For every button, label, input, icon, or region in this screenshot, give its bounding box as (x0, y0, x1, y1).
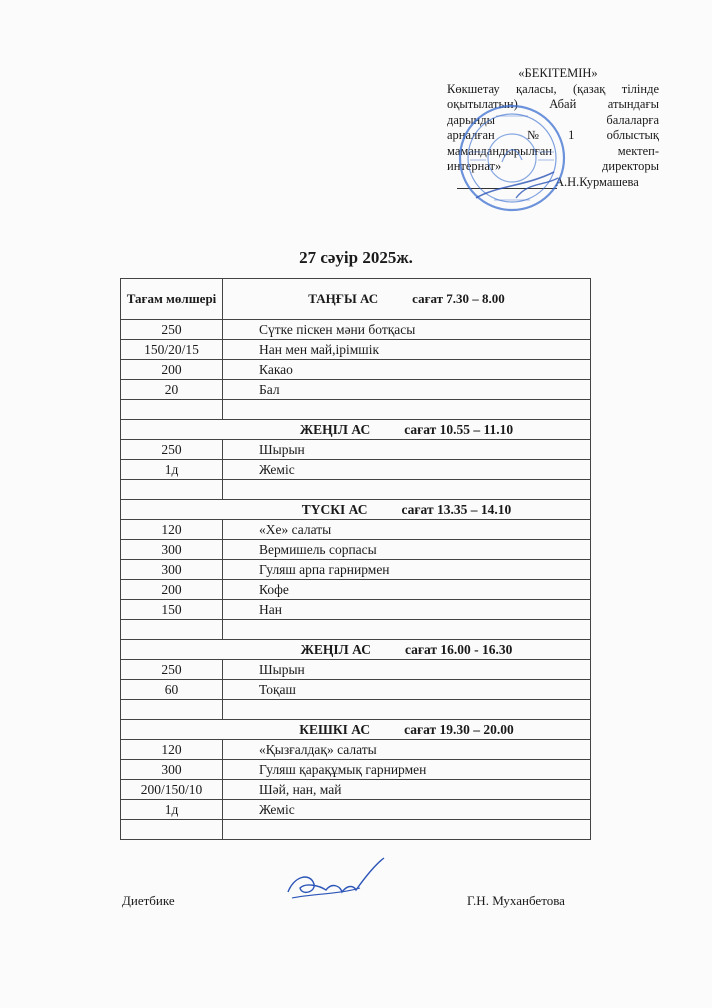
empty-cell (223, 820, 591, 840)
section-header-snack-2: ЖЕҢІЛ АС сағат 16.00 - 16.30 (223, 640, 591, 660)
qty-cell: 150/20/15 (121, 340, 223, 360)
dish-cell: Какао (223, 360, 591, 380)
section-header-row (121, 720, 591, 740)
table-row (121, 560, 591, 580)
empty-cell (121, 700, 223, 720)
section-header-row (121, 640, 591, 660)
qty-cell: 250 (121, 320, 223, 340)
qty-cell: 20 (121, 380, 223, 400)
qty-cell: 120 (121, 740, 223, 760)
handwritten-signature-icon (280, 852, 390, 912)
dish-cell: Кофе (223, 580, 591, 600)
dish-cell: Сүтке піскен мәни ботқасы (223, 320, 591, 340)
qty-cell: 300 (121, 560, 223, 580)
empty-row (121, 820, 591, 840)
section-header-breakfast: ТАҢҒЫ АС сағат 7.30 – 8.00 (223, 279, 591, 320)
table-row (121, 760, 591, 780)
qty-cell: 200/150/10 (121, 780, 223, 800)
dish-cell: Гуляш қарақұмық гарнирмен (223, 760, 591, 780)
qty-cell: 150 (121, 600, 223, 620)
empty-cell (121, 620, 223, 640)
empty-row (121, 620, 591, 640)
menu-date: 27 сәуір 2025ж. (299, 248, 413, 267)
table-row (121, 580, 591, 600)
table-row (121, 460, 591, 480)
section-header-snack-1: ЖЕҢІЛ АС сағат 10.55 – 11.10 (223, 420, 591, 440)
dish-cell: Шырын (223, 440, 591, 460)
qty-cell: 1д (121, 800, 223, 820)
qty-cell: 300 (121, 540, 223, 560)
approval-line: Көкшетау қаласы, (қазақ тілінде (447, 81, 659, 96)
dish-cell: Гуляш арпа гарнирмен (223, 560, 591, 580)
qty-cell: 250 (121, 660, 223, 680)
approval-heading: «БЕКІТЕМІН» (518, 66, 598, 80)
table-row (121, 320, 591, 340)
table-row (121, 600, 591, 620)
section-qty-cell (121, 720, 223, 740)
director-name: А.Н.Курмашева (555, 174, 639, 189)
table-row (121, 540, 591, 560)
dish-cell: «Хе» салаты (223, 520, 591, 540)
section-header-row (121, 420, 591, 440)
menu-table (120, 278, 591, 840)
table-header-row (121, 279, 591, 320)
table-row (121, 660, 591, 680)
dish-cell: «Қызғалдақ» салаты (223, 740, 591, 760)
empty-cell (223, 480, 591, 500)
section-header-lunch: ТҮСКІ АС сағат 13.35 – 14.10 (223, 500, 591, 520)
qty-cell: 200 (121, 360, 223, 380)
empty-cell (223, 620, 591, 640)
empty-cell (121, 400, 223, 420)
section-qty-cell (121, 420, 223, 440)
qty-cell: 120 (121, 520, 223, 540)
dish-cell: Тоқаш (223, 680, 591, 700)
table-row (121, 440, 591, 460)
empty-cell (121, 480, 223, 500)
table-row (121, 360, 591, 380)
dish-cell: Нан мен май,ірімшік (223, 340, 591, 360)
dish-cell: Жеміс (223, 460, 591, 480)
section-qty-cell (121, 500, 223, 520)
round-seal-stamp-icon (456, 102, 568, 214)
table-row (121, 740, 591, 760)
empty-row (121, 700, 591, 720)
qty-cell: 300 (121, 760, 223, 780)
empty-row (121, 480, 591, 500)
dish-cell: Нан (223, 600, 591, 620)
section-header-dinner: КЕШКІ АС сағат 19.30 – 20.00 (223, 720, 591, 740)
dish-cell: Шырын (223, 660, 591, 680)
qty-cell: 60 (121, 680, 223, 700)
approval-line: арналған №1 облыстық (447, 128, 659, 142)
empty-cell (121, 820, 223, 840)
dietitian-name: Г.Н. Муханбетова (467, 893, 565, 908)
qty-header: Тағам мөлшері (121, 279, 223, 320)
section-qty-cell (121, 640, 223, 660)
empty-cell (223, 400, 591, 420)
table-row (121, 380, 591, 400)
empty-row (121, 400, 591, 420)
approval-line: мамандандырылған мектеп- (447, 143, 659, 158)
qty-cell: 200 (121, 580, 223, 600)
dish-cell: Жеміс (223, 800, 591, 820)
empty-cell (223, 700, 591, 720)
approval-line: интернат» директоры (447, 159, 659, 173)
table-row (121, 520, 591, 540)
approval-line: дарынды балаларға (447, 112, 659, 127)
dietitian-role: Диетбике (122, 893, 175, 908)
table-row (121, 800, 591, 820)
dish-cell: Шәй, нан, май (223, 780, 591, 800)
table-row (121, 340, 591, 360)
qty-cell: 250 (121, 440, 223, 460)
table-row (121, 680, 591, 700)
table-row (121, 780, 591, 800)
approval-line: оқытылатын) Абай атындағы (447, 97, 659, 111)
qty-cell: 1д (121, 460, 223, 480)
section-header-row (121, 500, 591, 520)
dish-cell: Вермишель сорпасы (223, 540, 591, 560)
dish-cell: Бал (223, 380, 591, 400)
